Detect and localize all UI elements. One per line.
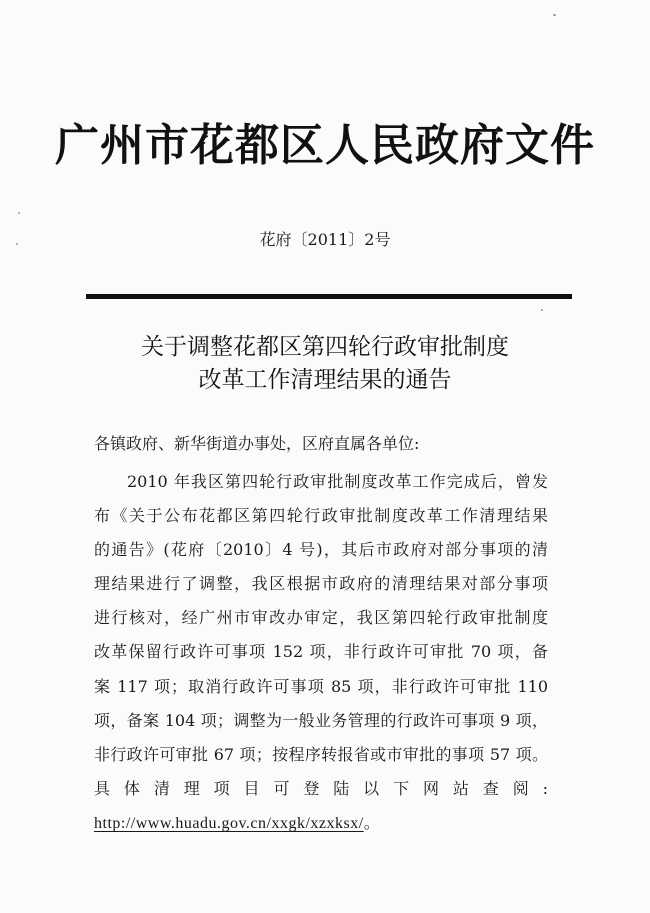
header-divider (86, 294, 572, 299)
notice-title-line-1: 关于调整花都区第四轮行政审批制度 (141, 334, 509, 360)
website-link[interactable]: http://www.huadu.gov.cn/xxgk/xzxksx/ (94, 815, 364, 832)
scan-speck (18, 212, 20, 214)
body-text-line-10: 具体清理项目可登陆以下网站查阅: (94, 779, 548, 798)
body-text-line-5: 进行核对，经广州市审改办审定，我区第四轮行政审批制度 (94, 608, 548, 627)
body-text-line-2: 布《关于公布花都区第四轮行政审批制度改革工作清理结果 (94, 506, 548, 525)
body-text-line-9: 非行政许可审批 67 项；按程序转报省或市审批的事项 57 项。 (94, 745, 548, 764)
scan-speck (553, 14, 556, 16)
body-text-line-1: 2010 年我区第四轮行政审批制度改革工作完成后，曾发 (127, 472, 548, 491)
notice-title-line-2: 改革工作清理结果的通告 (198, 367, 452, 393)
salutation: 各镇政府、新华街道办事处，区府直属各单位: (94, 434, 420, 453)
url-line-suffix: 。 (363, 813, 380, 832)
url-line (94, 812, 548, 835)
body-text-line-8: 项，备案 104 项；调整为一般业务管理的行政许可事项 9 项， (94, 711, 548, 730)
body-text-line-6: 改革保留行政许可事项 152 项，非行政许可审批 70 项，备 (94, 642, 548, 661)
document-number: 花府〔2011〕2号 (259, 230, 391, 249)
body-text-line-7: 案 117 项；取消行政许可事项 85 项，非行政许可审批 110 (94, 677, 548, 696)
body-text-line-3: 的通告》(花府〔2010〕4 号)，其后市政府对部分事项的清 (94, 540, 548, 559)
document-header-title: 广州市花都区人民政府文件 (55, 120, 595, 171)
body-text-line-4: 理结果进行了调整，我区根据市政府的清理结果对部分事项 (94, 574, 548, 593)
scan-speck (541, 309, 543, 311)
